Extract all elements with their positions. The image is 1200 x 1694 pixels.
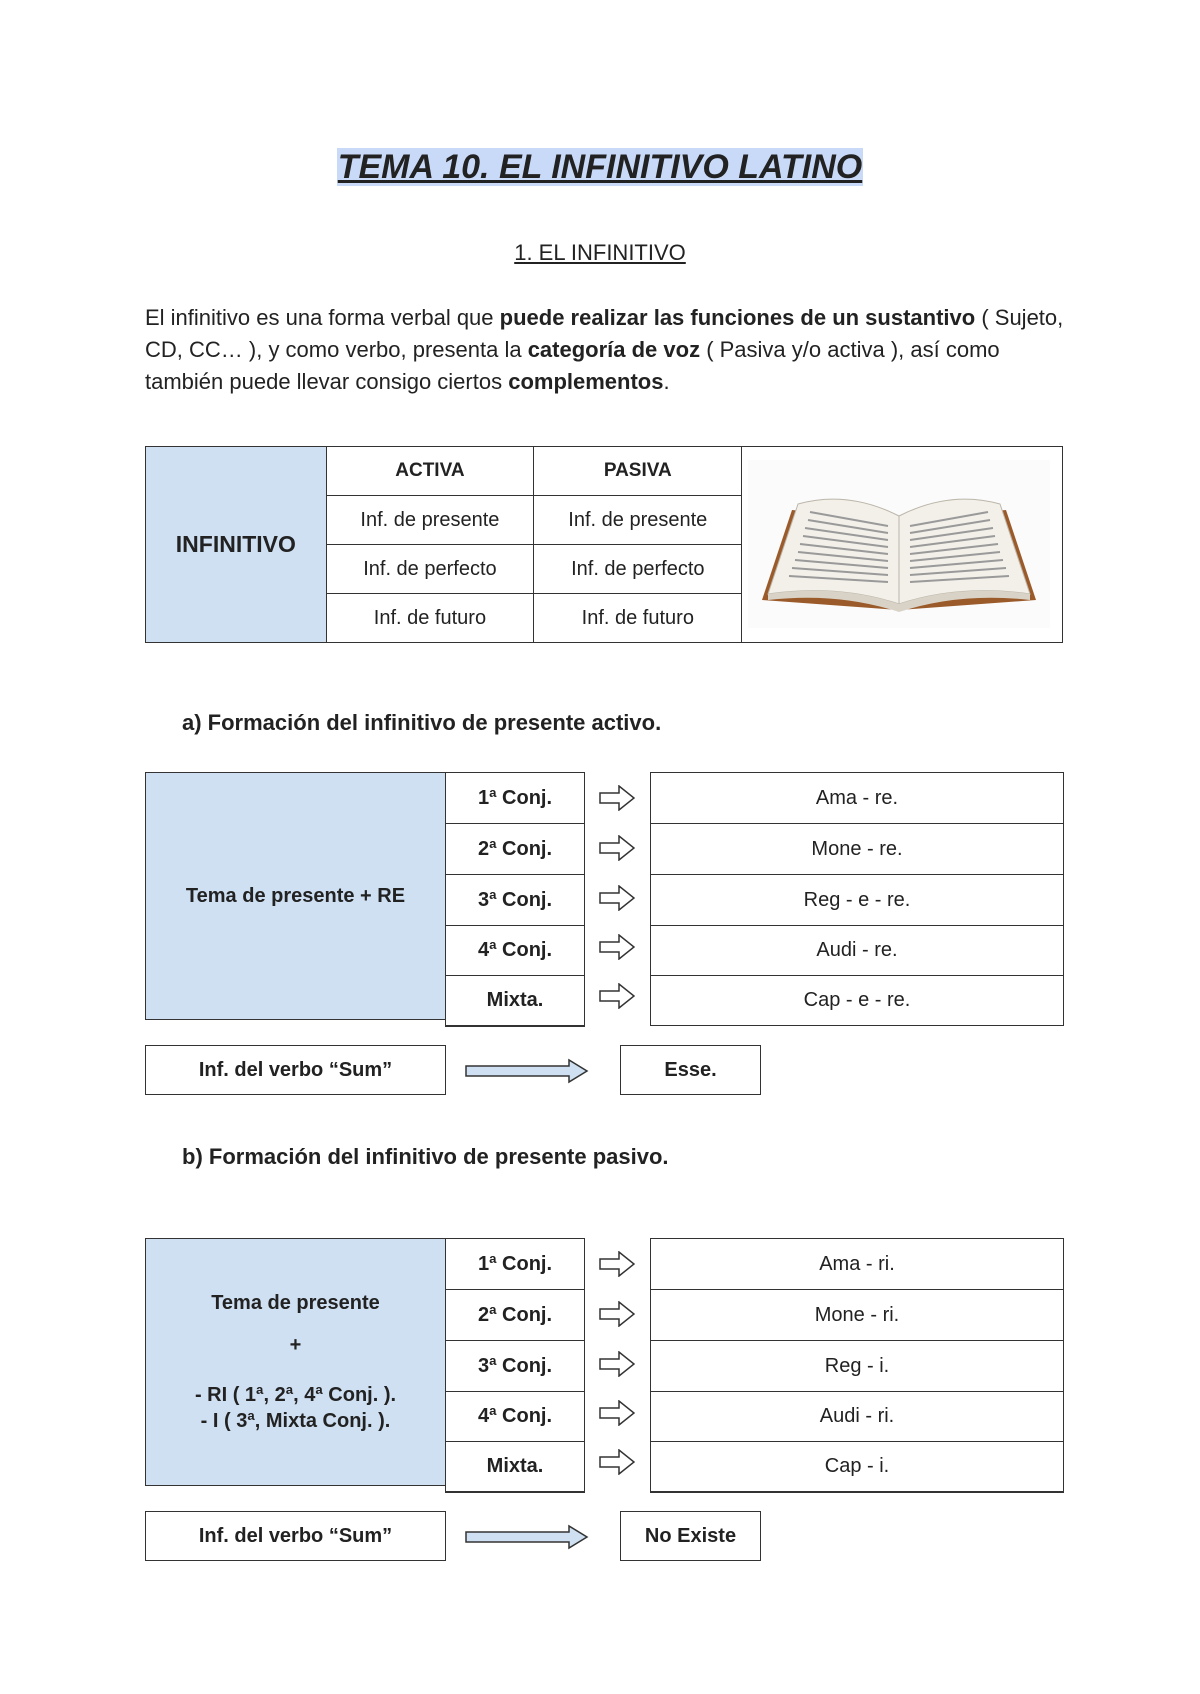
section-a-heading: a) Formación del infinitivo de presente activo. (182, 710, 662, 735)
overview-cell: Inf. de perfecto (326, 545, 533, 594)
result-5-a: Cap - e - re. (650, 975, 1064, 1026)
long-arrow-right-icon (465, 1524, 589, 1550)
rule-passive-line4: - I ( 3ª, Mixta Conj. ). (200, 1410, 391, 1432)
overview-cell: Inf. de futuro (326, 594, 533, 643)
arrow-right-icon (599, 934, 635, 960)
result-2-a: Mone - re. (650, 823, 1064, 874)
open-book-image (748, 460, 1050, 628)
intro-text-2: ( Sujeto, CD, CC… ), y como verbo, presenta la (145, 305, 1064, 362)
result-4-a: Audi - re. (650, 925, 1064, 975)
section-b-heading: b) Formación del infinitivo de presente pasivo. (182, 1144, 669, 1169)
arrow-right-icon (599, 885, 635, 911)
header-activa: ACTIVA (326, 447, 533, 496)
conj-3-b: 3ª Conj. (445, 1340, 585, 1391)
intro-bold-1: puede realizar las funciones de un sustantivo (499, 305, 976, 330)
conj-mixta-a: Mixta. (445, 975, 585, 1027)
result-list-b (650, 1238, 1064, 1493)
result-5-b: Cap - i. (650, 1441, 1064, 1493)
sum-label-b: Inf. del verbo “Sum” (145, 1511, 446, 1561)
arrow-right-icon (599, 1400, 635, 1426)
intro-bold-2: categoría de voz (527, 337, 701, 362)
result-2-b: Mone - ri. (650, 1289, 1064, 1340)
overview-cell: Inf. de presente (326, 496, 533, 545)
arrow-right-icon (599, 1351, 635, 1377)
overview-cell: Inf. de presente (534, 496, 742, 545)
section-heading-infinitivo: 1. EL INFINITIVO (514, 240, 686, 265)
sum-result-b: No Existe (620, 1511, 761, 1561)
conj-1-b: 1ª Conj. (445, 1238, 585, 1289)
arrow-right-icon (599, 1449, 635, 1475)
conj-4-a: 4ª Conj. (445, 925, 585, 975)
rule-passive-plus: + (289, 1334, 302, 1356)
overview-cell: Inf. de futuro (534, 594, 742, 643)
conj-3-a: 3ª Conj. (445, 874, 585, 925)
result-4-b: Audi - ri. (650, 1391, 1064, 1441)
arrow-right-icon (599, 1251, 635, 1277)
conj-4-b: 4ª Conj. (445, 1391, 585, 1441)
rule-passive (145, 1238, 446, 1486)
arrow-right-icon (599, 1301, 635, 1327)
intro-text-3: ( Pasiva y/o activa ), así como también puede llevar consigo ciertos (145, 337, 1000, 394)
conj-1-a: 1ª Conj. (445, 772, 585, 823)
intro-text-1: El infinitivo es una forma verbal que (145, 305, 500, 330)
result-1-b: Ama - ri. (650, 1238, 1064, 1289)
rule-passive-line1: Tema de presente (211, 1292, 380, 1314)
rule-passive-line3: - RI ( 1ª, 2ª, 4ª Conj. ). (194, 1384, 397, 1406)
conj-2-b: 2ª Conj. (445, 1289, 585, 1340)
overview-cell: Inf. de perfecto (534, 545, 742, 594)
sum-label-a: Inf. del verbo “Sum” (145, 1045, 446, 1095)
sum-result-a: Esse. (620, 1045, 761, 1095)
long-arrow-right-icon (465, 1058, 589, 1084)
result-3-a: Reg - e - re. (650, 874, 1064, 925)
overview-label: INFINITIVO (146, 447, 327, 643)
intro-bold-3: complementos (508, 369, 664, 394)
page-title-text: TEMA 10. EL INFINITIVO LATINO (337, 148, 863, 186)
result-list-a (650, 772, 1064, 1026)
conj-list-b (445, 1238, 585, 1493)
page-title (0, 145, 1200, 189)
arrow-right-icon (599, 835, 635, 861)
conj-list-a (445, 772, 585, 1027)
intro-text-4: . (663, 369, 670, 394)
header-pasiva: PASIVA (534, 447, 742, 496)
arrow-right-icon (599, 983, 635, 1009)
arrow-right-icon (599, 785, 635, 811)
conj-mixta-b: Mixta. (445, 1441, 585, 1493)
conj-2-a: 2ª Conj. (445, 823, 585, 874)
intro-paragraph (145, 302, 1065, 398)
rule-active: Tema de presente + RE (145, 772, 446, 1020)
result-1-a: Ama - re. (650, 772, 1064, 823)
result-3-b: Reg - i. (650, 1340, 1064, 1391)
